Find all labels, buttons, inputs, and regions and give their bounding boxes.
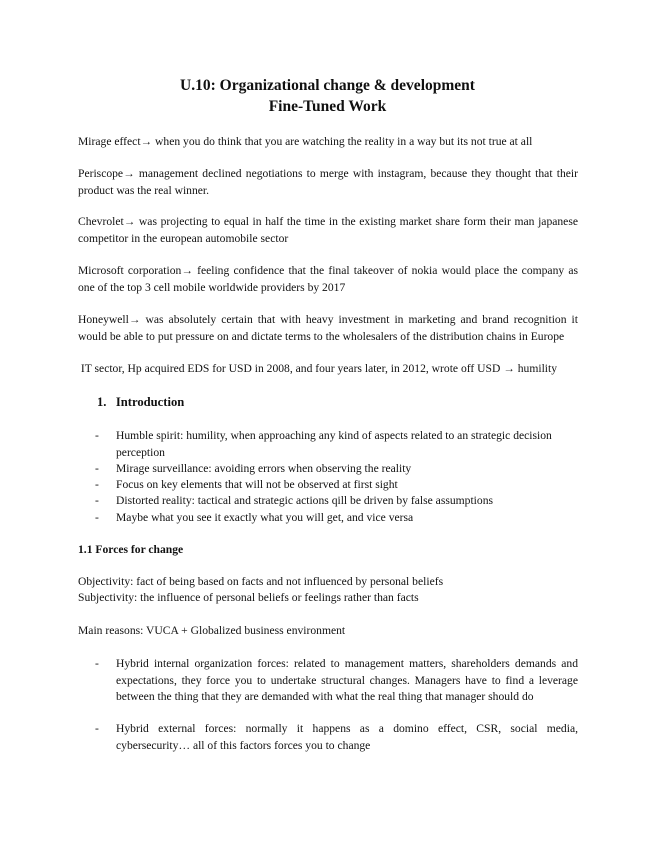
document-subtitle: Fine-Tuned Work xyxy=(268,98,387,115)
list-item: Focus on key elements that will not be observed at first sight xyxy=(116,478,398,491)
bullet-marker: - xyxy=(95,722,99,735)
list-item: Distorted reality: tactical and strategic actions qill be driven by false assumptions xyxy=(116,494,494,507)
paragraph-chevrolet: Chevrolet→ was projecting to equal in half the time in the existing market share form their man japanese competitor in the european automobile sector xyxy=(78,215,578,245)
list-item: Hybrid internal organization forces: related to management matters, shareholders demands and expectations, they force you to undertake structural changes. Managers have to find a leverage between the thing that they are demanded with what the real thing that manager should do xyxy=(116,657,578,703)
paragraph-mirage-effect: Mirage effect→ when you do think that you are watching the reality in a way but its not true at all xyxy=(78,135,533,148)
list-item: Hybrid external forces: normally it happens as a domino effect, CSR, social media, cybersecurity… all of this factors forces you to change xyxy=(116,722,578,752)
bullet-marker: - xyxy=(95,478,99,491)
bullet-marker: - xyxy=(95,462,99,475)
list-item: Maybe what you see it exactly what you will get, and vice versa xyxy=(116,511,414,524)
bullet-marker: - xyxy=(95,657,99,670)
bullet-marker: - xyxy=(95,429,99,442)
list-item: Humble spirit: humility, when approaching any kind of aspects related to an strategic decision perception xyxy=(116,429,552,459)
paragraph-it-sector: IT sector, Hp acquired EDS for USD in 2008, and four years later, in 2012, wrote off USD → humility xyxy=(78,362,558,375)
section-heading-introduction: 1. Introduction xyxy=(97,395,185,409)
definition-objectivity: Objectivity: fact of being based on facts and not influenced by personal beliefs xyxy=(78,575,444,588)
document-title: U.10: Organizational change & development xyxy=(180,77,475,94)
section-heading-forces-for-change: 1.1 Forces for change xyxy=(78,543,184,556)
list-item: Mirage surveillance: avoiding errors when observing the reality xyxy=(116,462,412,475)
bullet-marker: - xyxy=(95,511,99,524)
paragraph-honeywell: Honeywell→ was absolutely certain that with heavy investment in marketing and brand recognition it would be able to put pressure on and dictate terms to the wholesalers of the distribution chains in Europe xyxy=(78,313,578,343)
definition-subjectivity: Subjectivity: the influence of personal beliefs or feelings rather than facts xyxy=(78,591,419,604)
bullet-marker: - xyxy=(95,494,99,507)
paragraph-main-reasons: Main reasons: VUCA + Globalized business environment xyxy=(78,624,346,637)
paragraph-periscope: Periscope→ management declined negotiations to merge with instagram, because they thought that their product was the real winner. xyxy=(78,167,578,197)
paragraph-microsoft: Microsoft corporation→ feeling confidence that the final takeover of nokia would place the company as one of the top 3 cell mobile worldwide providers by 2017 xyxy=(78,264,578,294)
